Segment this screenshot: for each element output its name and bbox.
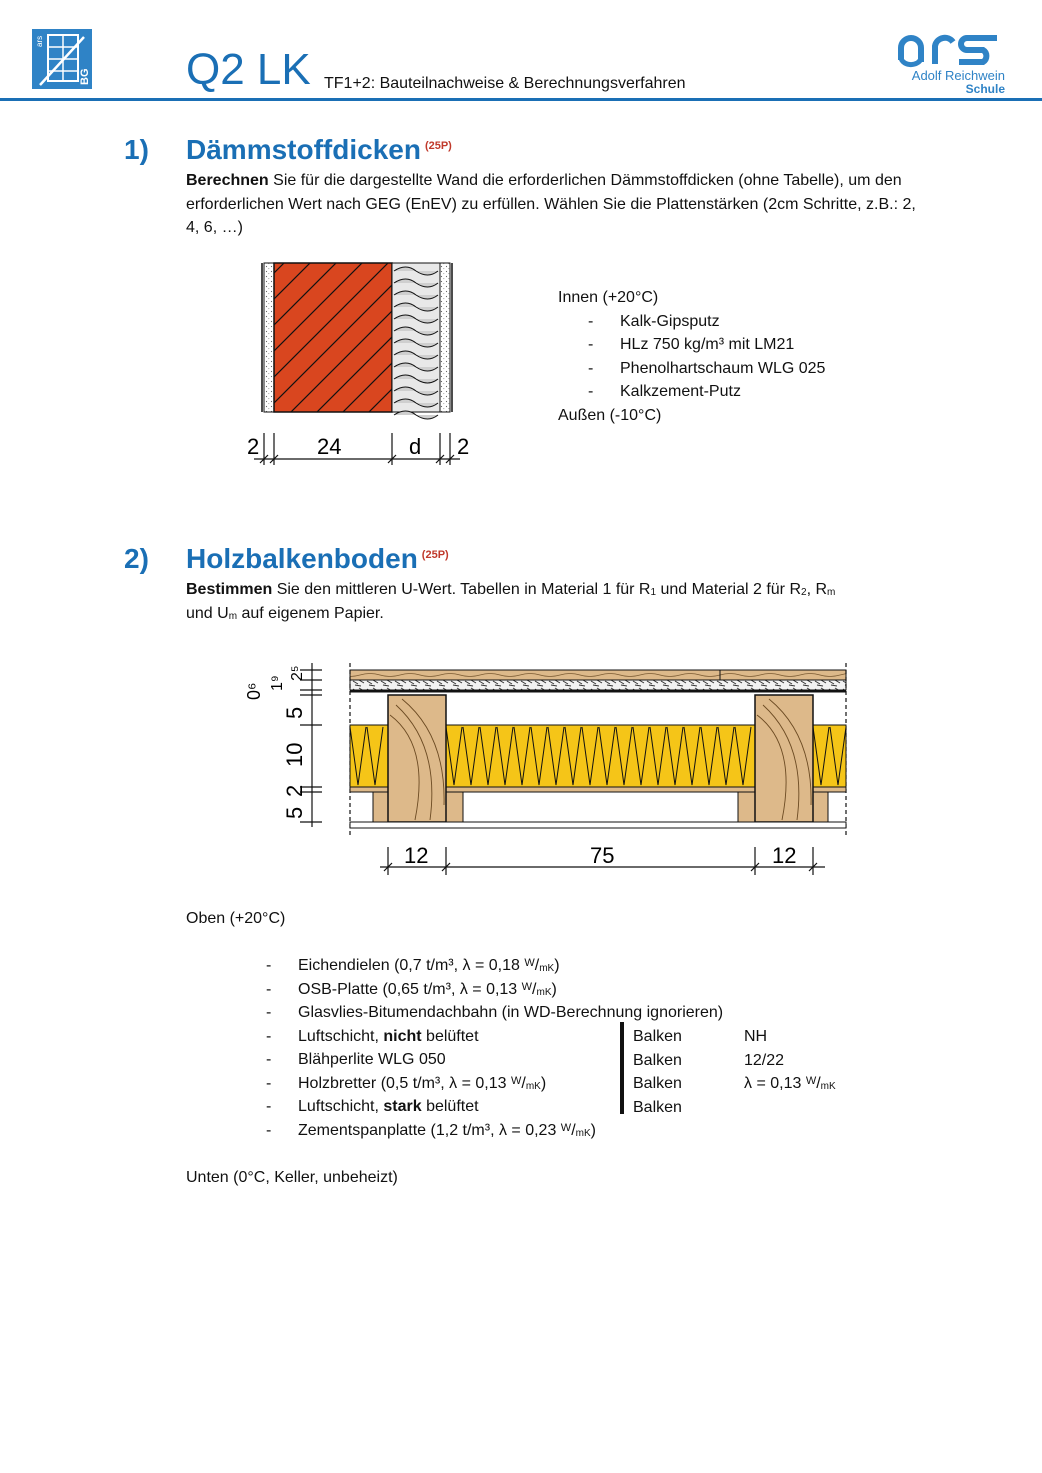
unit-numerator: W xyxy=(524,957,535,969)
floor-layer-text: ) xyxy=(551,980,557,998)
svg-text:ars: ars xyxy=(35,35,44,47)
task-subscript: 1 xyxy=(650,587,657,598)
layer-cement-board xyxy=(350,822,846,828)
wall-inside-label: Innen (+20°C) xyxy=(558,289,659,306)
wall-layer-text: HLz 750 kg/m³ mit LM21 xyxy=(620,336,795,353)
beam-value-lambda: λ = 0,13 $^W$/mK xyxy=(744,1075,836,1092)
dim-brick: 24 xyxy=(317,434,342,459)
unit-denominator: mK xyxy=(539,963,555,974)
dim-span: 75 xyxy=(590,843,615,868)
unit-denominator: mK xyxy=(536,986,552,998)
dim-boards: 2⁵ xyxy=(289,665,306,681)
floor-layer-text: Luftschicht, xyxy=(298,1027,384,1045)
svg-text:BG: BG xyxy=(79,68,91,85)
floor-layer-text: Holzbretter (0,5 t/m³, λ = 0,13 xyxy=(298,1074,511,1092)
list-dash: - xyxy=(266,1098,272,1115)
beam-label: Balken xyxy=(633,1075,682,1092)
section-2-task xyxy=(186,578,946,625)
beam-label: Balken xyxy=(633,1051,682,1069)
layer-outer-plaster xyxy=(440,263,450,412)
school-logo-left xyxy=(32,29,92,89)
section-2-task-verb: Bestimmen xyxy=(186,581,273,598)
task-subscript: m xyxy=(228,610,238,622)
list-dash: - xyxy=(266,980,272,998)
dim-osb: 1⁹ xyxy=(269,675,286,691)
wall-section-diagram xyxy=(240,255,480,470)
wall-layer-item: - Kalk-Gipsputz xyxy=(588,312,720,330)
page-title: Q2 LK xyxy=(186,45,311,94)
list-dash: - xyxy=(266,1027,272,1045)
layer-oak-boards xyxy=(350,670,846,680)
unit-denominator: mK xyxy=(820,1081,836,1092)
section-2-number: 2) xyxy=(124,543,149,574)
beam-label: Balken xyxy=(633,1098,682,1116)
wall-layer-text: Kalk-Gipsputz xyxy=(620,312,720,330)
wall-layer-text: Kalkzement-Putz xyxy=(620,383,741,400)
floor-layer-text: ) xyxy=(554,957,560,974)
beam-label: Balken xyxy=(633,1028,682,1045)
floor-layer-item: - OSB-Platte (0,65 t/m³, λ = 0,13 $^W$/mK) xyxy=(266,978,557,1002)
task-text: und Material 2 für R xyxy=(656,581,801,598)
floor-layer-item xyxy=(266,1001,723,1025)
task-text: Sie den mittleren U-Wert. Tabellen in Material 1 für R xyxy=(272,581,651,598)
floor-layer-text: Zementspanplatte (1,2 t/m³, λ = 0,23 xyxy=(298,1121,561,1139)
batten xyxy=(738,792,756,822)
beam-value-size: 12/22 xyxy=(744,1051,785,1069)
floor-section-diagram xyxy=(240,655,860,885)
dim-air-gap: 5 xyxy=(282,706,307,719)
unit-numerator: W xyxy=(510,1074,522,1087)
floor-layer-text: belüftet xyxy=(421,1027,479,1045)
task-text: und U xyxy=(186,604,229,622)
unit-denominator: mK xyxy=(525,1080,541,1092)
section-1-task-verb: Berechnen xyxy=(186,172,269,189)
page-subtitle: TF1+2: Bauteilnachweise & Berechnungsverfahren xyxy=(324,75,686,92)
dim-insulation: d xyxy=(409,434,422,459)
unit-denominator: mK xyxy=(575,1127,591,1139)
logo-school-type: Schule xyxy=(965,82,1005,96)
section-1-task xyxy=(186,169,926,240)
ars-logo-icon xyxy=(893,30,1008,70)
floor-layer-text: belüftet xyxy=(421,1098,479,1115)
dim-perlite: 10 xyxy=(282,742,307,767)
floor-layer-item: - Holzbretter (0,5 t/m³, λ = 0,13 $^W$/mK) xyxy=(266,1072,546,1096)
logo-school-name: Adolf Reichwein xyxy=(911,68,1005,83)
unit-numerator: W xyxy=(521,980,533,993)
dim-beam-right: 12 xyxy=(772,843,797,868)
layer-bitumen xyxy=(350,690,846,693)
floor-layer-text: Glasvlies-Bitumendachbahn (in WD-Berechnung ignorieren) xyxy=(298,1004,724,1021)
floor-layer-text: Luftschicht, xyxy=(298,1098,384,1115)
beam-bracket xyxy=(620,1022,624,1114)
wall-layer-item: - Kalkzement-Putz xyxy=(588,383,741,400)
section-1-title-text: Dämmstoffdicken xyxy=(186,134,421,165)
floor-layer-text: ) xyxy=(540,1074,547,1092)
floor-layer-item xyxy=(266,1095,479,1119)
floor-layer-emphasis: nicht xyxy=(383,1027,422,1045)
section-1-task-text: Sie für die dargestellte Wand die erforderlichen Dämmstoffdicken (ohne Tabelle), um den erforderlichen Wert nach GEG (EnEV) zu erfüllen. Wählen Sie die Plattenstärken (2cm Schritte, z.B.: 2, 4, 6, …) xyxy=(186,172,916,236)
floor-layer-item: - Eichendielen (0,7 t/m³, λ = 0,18 $^W$/mK) xyxy=(266,954,560,978)
list-dash: - xyxy=(266,1051,272,1068)
section-2-title-text: Holzbalkenboden xyxy=(186,543,418,574)
dim-bitumen: 0⁶ xyxy=(244,682,264,700)
unit-numerator: W xyxy=(560,1121,572,1134)
task-subscript: 2 xyxy=(801,587,807,598)
wall-layer-text: Phenolhartschaum WLG 025 xyxy=(620,359,826,377)
floor-bottom-label: Unten (0°C, Keller, unbeheizt) xyxy=(186,1169,398,1186)
floor-layer-item xyxy=(266,1025,479,1049)
task-text: auf eigenem Papier. xyxy=(237,604,384,622)
floor-layer-item: - Zementspanplatte (1,2 t/m³, λ = 0,23 $^W$/mK) xyxy=(266,1119,596,1143)
dim-wood-boards: 2 xyxy=(282,784,307,797)
list-dash: - xyxy=(266,1074,272,1092)
wall-layer-item: - Phenolhartschaum WLG 025 xyxy=(588,359,826,377)
dim-air-gap-lower: 5 xyxy=(282,806,307,819)
unit-numerator: W xyxy=(805,1075,817,1087)
section-1-points: (25P) xyxy=(424,140,452,152)
floor-layer-item xyxy=(266,1048,446,1072)
task-text: , R xyxy=(806,581,828,598)
floor-layer-text: Blähperlite WLG 050 xyxy=(298,1051,446,1068)
header-divider xyxy=(0,98,1042,101)
floor-layer-text: OSB-Platte (0,65 t/m³, λ = 0,13 xyxy=(298,980,522,998)
list-dash: - xyxy=(266,1004,272,1021)
logo-graphic-icon xyxy=(32,29,92,89)
floor-top-label: Oben (+20°C) xyxy=(186,910,286,927)
list-dash: - xyxy=(266,957,272,974)
batten xyxy=(445,792,463,822)
dim-outer-plaster: 2 xyxy=(457,434,470,459)
layer-osb xyxy=(350,680,846,690)
section-2-points: (25P) xyxy=(421,549,449,561)
school-logo-right xyxy=(893,30,1008,96)
dim-inner-plaster: 2 xyxy=(247,434,260,459)
section-1-number: 1) xyxy=(124,134,149,165)
wall-layer-item: - HLz 750 kg/m³ mit LM21 xyxy=(588,336,795,353)
section-2-title xyxy=(186,543,449,575)
beam-lambda-text: λ = 0,13 xyxy=(744,1075,806,1092)
layer-inner-plaster xyxy=(264,263,274,412)
floor-layer-text: ) xyxy=(590,1121,596,1139)
list-dash: - xyxy=(266,1121,272,1139)
floor-layer-text: Eichendielen (0,7 t/m³, λ = 0,18 xyxy=(298,957,525,974)
dim-beam-left: 12 xyxy=(404,843,429,868)
task-subscript: m xyxy=(827,587,836,598)
layer-brick xyxy=(274,263,392,412)
section-1-title xyxy=(186,134,452,166)
wall-outside-label: Außen (-10°C) xyxy=(558,406,662,424)
beam-value-material: NH xyxy=(744,1028,768,1045)
floor-layer-emphasis: stark xyxy=(383,1098,422,1115)
